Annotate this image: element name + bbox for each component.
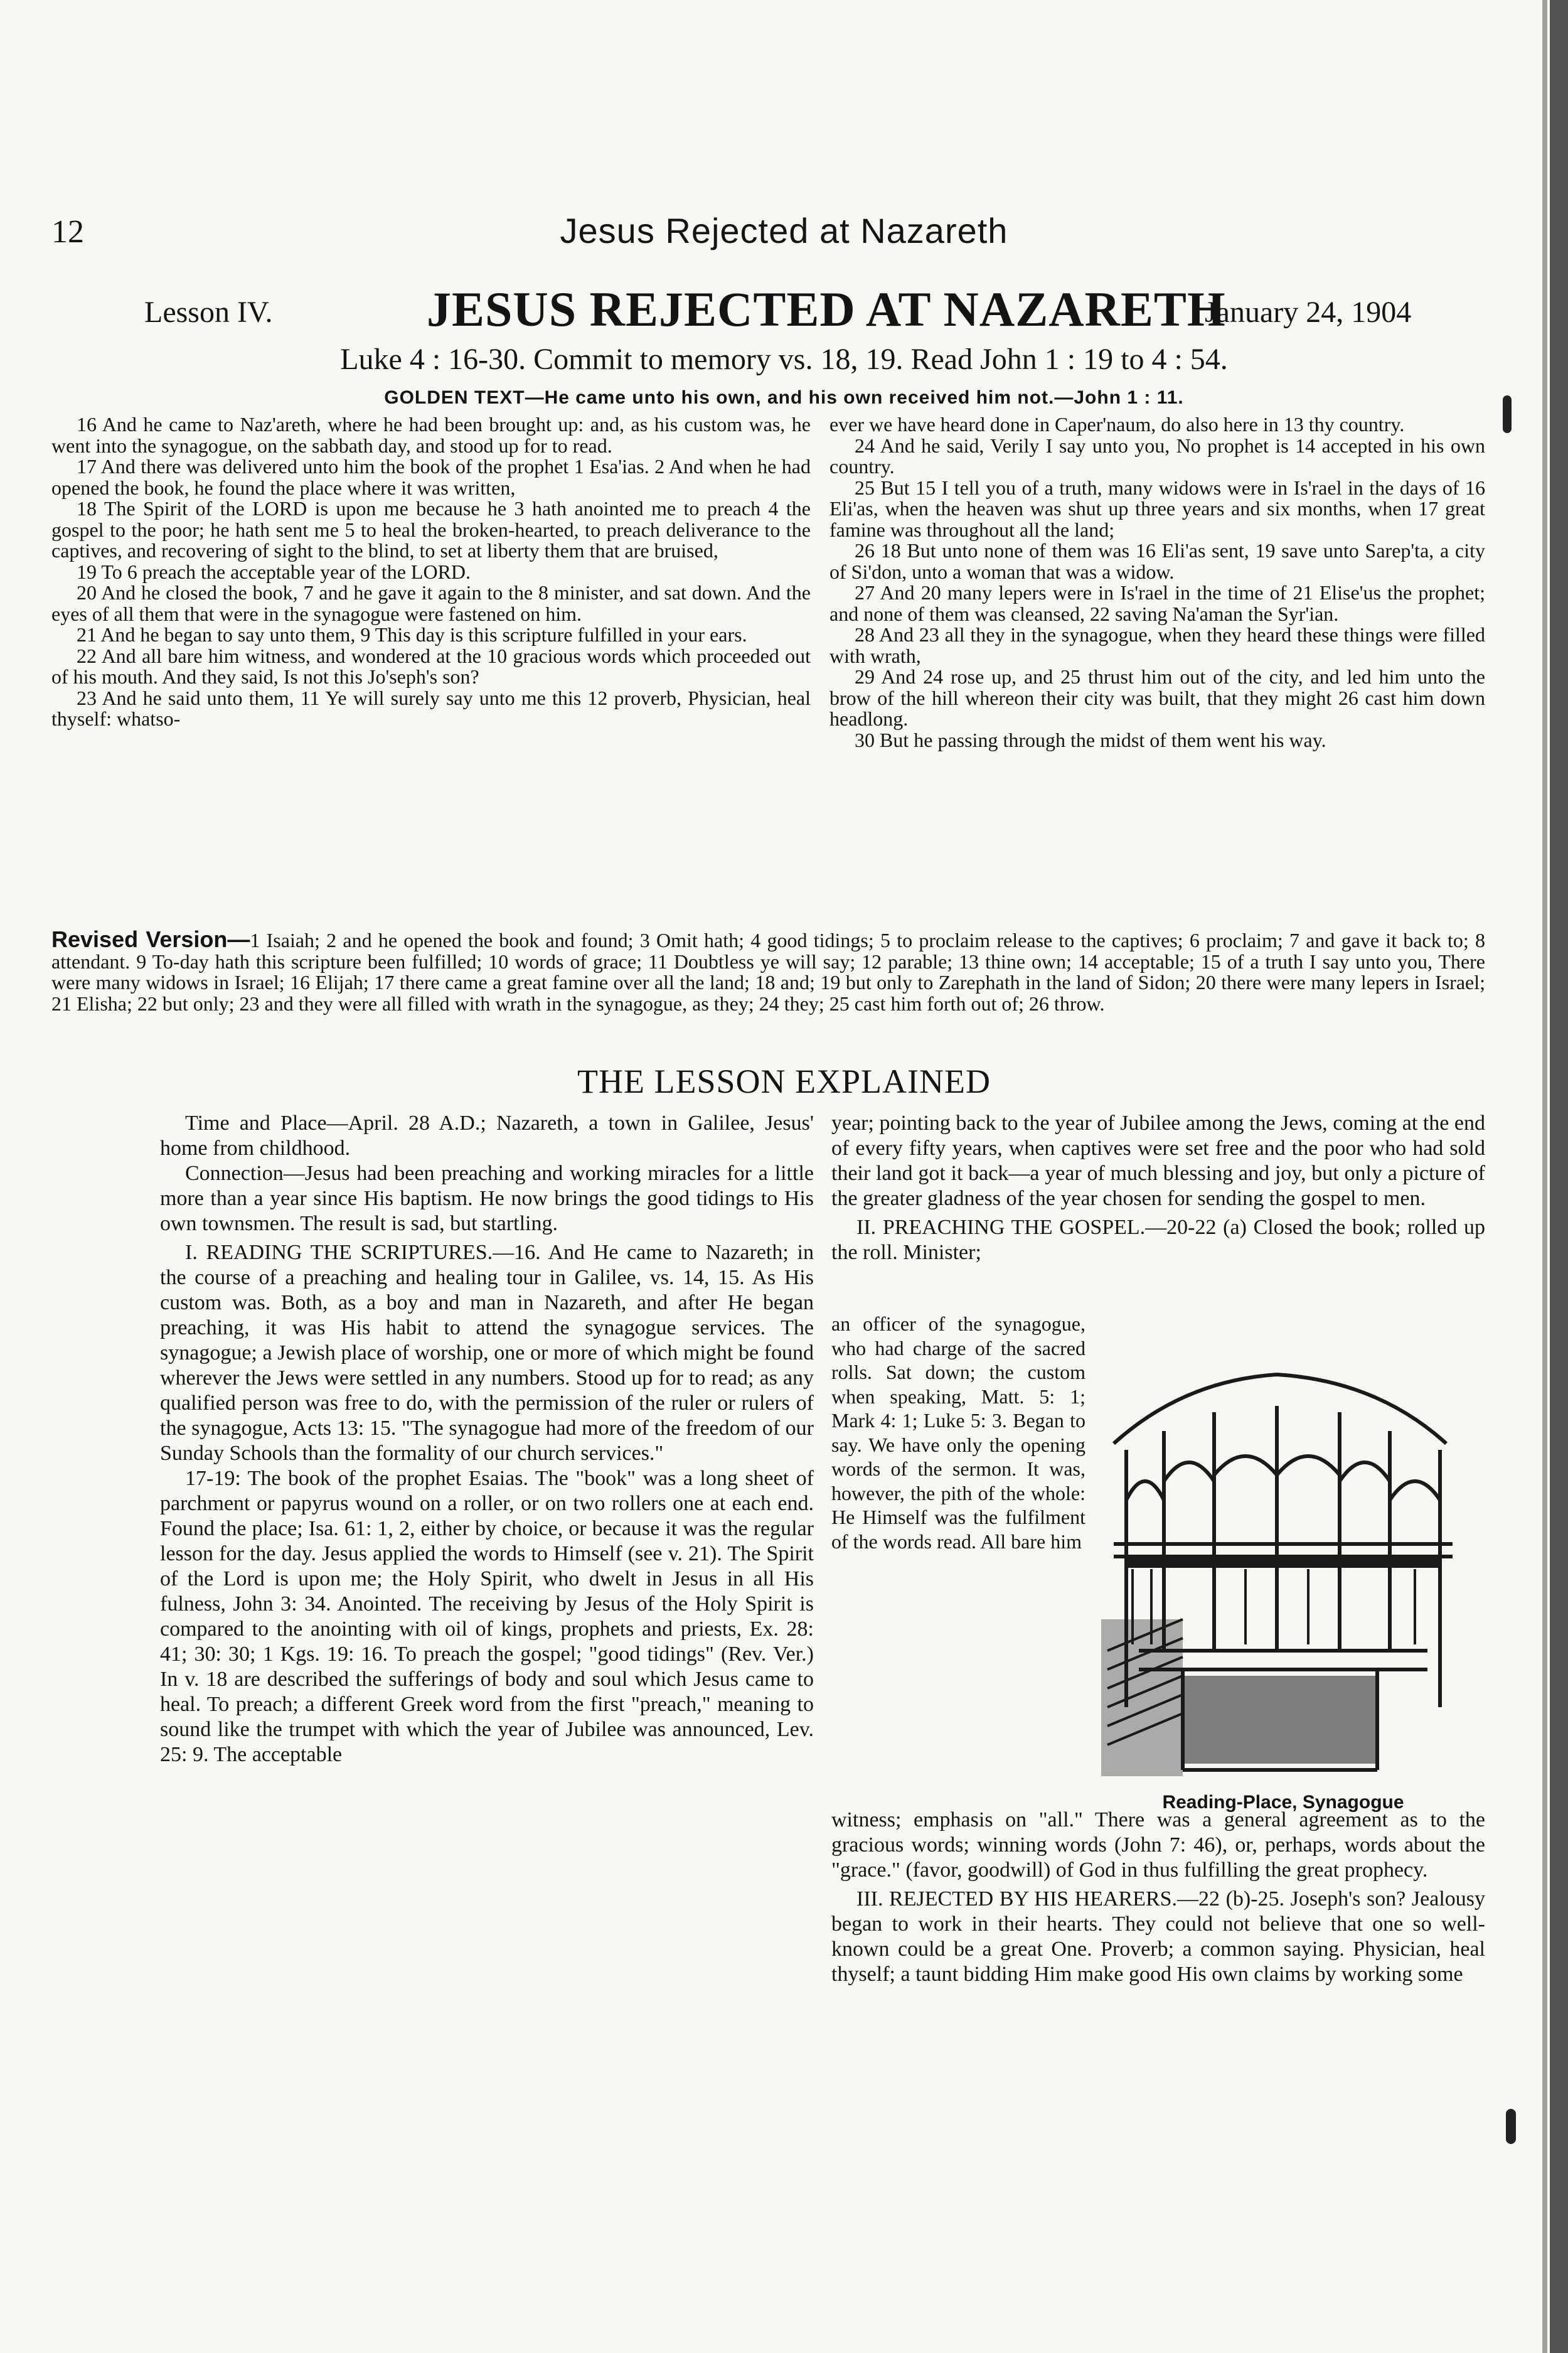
explanation-paragraph: III. REJECTED BY HIS HEARERS.—22 (b)-25. Joseph's son? Jealousy began to work in their hearts. They could not believe that one so well-known could be a great One. Proverb; a common saying. Physician, heal thyself; a taunt bidding Him make good His own claims by working some	[831, 1887, 1485, 1986]
verse: 23 And he said unto them, 11 Ye will surely say unto me this 12 proverb, Physician, heal thyself: whatso-	[51, 686, 811, 730]
scanned-page-edge	[1531, 0, 1568, 2353]
lesson-title: JESUS REJECTED AT NAZARETH	[427, 282, 1226, 336]
figure-caption: Reading-Place, Synagogue	[1162, 1792, 1404, 1813]
verse: 17 And there was delivered unto him the book of the prophet 1 Esa'ias. 2 And when he had opened the book, he found the place where it was written,	[51, 455, 811, 499]
verse: 22 And all bare him witness, and wondered at the 10 gracious words which proceeded out of his mouth. And they said, Is not this Jo'seph's son?	[51, 644, 811, 688]
explanation-paragraph: I. READING THE SCRIPTURES.—16. And He came to Nazareth; in the course of a preaching and healing tour in Galilee, vs. 14, 15. As His custom was. Both, as a boy and man in Nazareth, and after He began preaching, it was His habit to attend the synagogue services. The synagogue; a Jewish place of worship, one or more of which might be found wherever the Jews were settled in any numbers. Stood up for to read; as any qualified person was free to do, with the permission of the ruler or rulers of the synagogue, Acts 13: 15. "The synagogue had more of the freedom of our Sunday Schools than the formality of our church services."	[160, 1241, 814, 1465]
verse: 29 And 24 rose up, and 25 thrust him out of the city, and led him unto the brow of the hill whereon their city was built, that they might 26 cast him down headlong.	[829, 665, 1485, 730]
verse: 16 And he came to Naz'areth, where he had been brought up: and, as his custom was, he went into the synagogue, on the sabbath day, and stood up for to read.	[51, 413, 811, 457]
explanation-right-column-top	[831, 1111, 1485, 1265]
verse: 27 And 20 many lepers were in Is'rael in the time of 21 Elise'us the prophet; and none of them was cleansed, 22 saving Na'aman the Syr'ian.	[829, 581, 1485, 625]
explanation-paragraph: witness; emphasis on "all." There was a general agreement as to the gracious words; winning words (John 7: 46), or, perhaps, words about the "grace." (favor, goodwill) of God in thus fulfilling the great prophecy.	[831, 1808, 1485, 1882]
page-number: 12	[51, 214, 84, 250]
explanation-paragraph: 17-19: The book of the prophet Esaias. The "book" was a long sheet of parchment or papyrus wound on a roller, or on two rollers one at each end. Found the place; Isa. 61: 1, 2, either by choice, or because it was the regular lesson for the day. Jesus applied the words to Himself (see v. 21). The Spirit of the Lord is upon me; the Holy Spirit, who dwelt in Jesus in all His fulness, John 3: 34. Anointed. The receiving by Jesus of the Holy Spirit is compared to the anointing with oil of kings, prophets and priests, Ex. 28: 41; 30: 30; 1 Kgs. 19: 16. To preach the gospel; "good tidings" (Rev. Ver.) In v. 18 are described the sufferings of body and soul which Jesus came to heal. To preach; a different Greek word from the first "preach," meaning to sound like the trumpet with which the year of Jubilee was announced, Lev. 25: 9. The acceptable	[160, 1467, 814, 1766]
revised-version-text: 1 Isaiah; 2 and he opened the book and found; 3 Omit hath; 4 good tidings; 5 to proclaim release to the captives; 6 proclaim; 7 and gave it back to; 8 attendant. 9 To-day hath this scripture been fulfilled; 10 words of grace; 11 Doubtless ye will say; 12 parable; 13 thine own; 14 acceptable; 15 of a truth I say unto you, There were many widows in Israel; 16 Elijah; 17 there came a great famine over all the land; 18 and; 19 but only to Zarephath in the land of Sidon; 20 there were many lepers in Israel; 21 Elisha; 22 but only; 23 and they were all filled with wrath in the synagogue, as they; 24 they; 25 cast him forth out of; 26 throw.	[51, 929, 1486, 1015]
revised-version-label: Revised Version—	[51, 926, 250, 952]
scripture-verses-left	[51, 414, 811, 730]
explanation-paragraph: Time and Place—April. 28 A.D.; Nazareth, a town in Galilee, Jesus' home from childhood.	[160, 1112, 814, 1160]
running-head: Jesus Rejected at Nazareth	[560, 211, 1008, 250]
margin-ink-mark	[1503, 395, 1512, 433]
verse: 18 The Spirit of the LORD is upon me because he 3 hath anointed me to preach 4 the gospel to the poor; he hath sent me 5 to heal the broken-hearted, to preach deliverance to the captives, and recovering of sight to the blind, to set at liberty them that are bruised,	[51, 497, 811, 562]
scripture-verses-right	[829, 414, 1485, 751]
verse: 26 18 But unto none of them was 16 Eli'as sent, 19 save unto Sarep'ta, a city of Si'don, unto a woman that was a widow.	[829, 539, 1485, 583]
verse: 30 But he passing through the midst of them went his way.	[855, 728, 1326, 751]
verse: 24 And he said, Verily I say unto you, No prophet is 14 accepted in his own country.	[829, 434, 1485, 478]
revised-version-notes	[51, 926, 1486, 1015]
explanation-paragraph: Connection—Jesus had been preaching and working miracles for a little more than a year since His baptism. He now brings the good tidings to His own townsmen. The result is sad, but startling.	[160, 1162, 814, 1235]
scripture-reference: Luke 4 : 16-30. Commit to memory vs. 18, 19. Read John 1 : 19 to 4 : 54.	[340, 343, 1228, 376]
reading-place-engraving	[1089, 1356, 1471, 1789]
section-heading: THE LESSON EXPLAINED	[577, 1063, 991, 1100]
lesson-date: January 24, 1904	[1205, 296, 1412, 329]
explanation-right-column-bottom	[831, 1808, 1485, 1987]
verse: 28 And 23 all they in the synagogue, when they heard these things were filled with wrath,	[829, 623, 1485, 667]
lesson-number: Lesson IV.	[144, 296, 273, 329]
verse: 21 And he began to say unto them, 9 This day is this scripture fulfilled in your ears.	[77, 623, 747, 646]
golden-text: GOLDEN TEXT—He came unto his own, and his own received him not.—John 1 : 11.	[384, 387, 1184, 408]
explanation-paragraph: year; pointing back to the year of Jubilee among the Jews, coming at the end of every fifty years, when captives were set free and the poor who had sold their land got it back—a year of much blessing and joy, but only a picture of the greater gladness of the year chosen for sending the gospel to men.	[831, 1112, 1485, 1210]
verse: 19 To 6 preach the acceptable year of the LORD.	[77, 560, 471, 583]
margin-ink-mark	[1506, 2109, 1516, 2144]
explanation-left-column	[160, 1111, 814, 1767]
verse: 25 But 15 I tell you of a truth, many widows were in Is'rael in the days of 16 Eli'as, when the heaven was shut up three years and six months, when 17 great famine was throughout all the land;	[829, 476, 1485, 541]
verse: ever we have heard done in Caper'naum, do also here in 13 thy country.	[829, 413, 1405, 436]
explanation-paragraph: II. PREACHING THE GOSPEL.—20-22 (a) Closed the book; rolled up the roll. Minister;	[831, 1216, 1485, 1264]
explanation-beside-figure: an officer of the synagogue, who had charge of the sacred rolls. Sat down; the custom when speaking, Matt. 5: 1; Mark 4: 1; Luke 5: 3. Began to say. We have only the opening words of the sermon. It was, however, the pith of the whole: He Himself was the fulfilment of the words read. All bare him	[831, 1312, 1085, 1553]
verse: 20 And he closed the book, 7 and he gave it again to the 8 minister, and sat down. And the eyes of all them that were in the synagogue were fastened on him.	[51, 581, 811, 625]
